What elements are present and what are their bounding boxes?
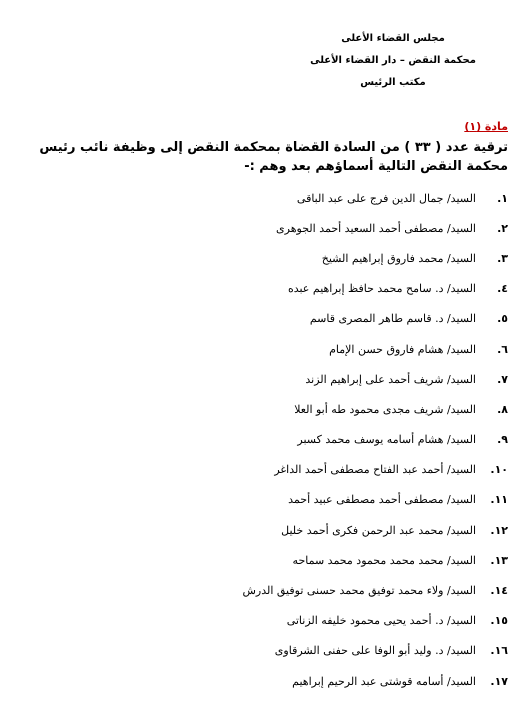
item-name: السيد/ د. وليد أبو الوفا على حفنى الشرقاوى <box>274 644 476 658</box>
intro-paragraph: ترقية عدد ( ٣٣ ) من السادة القضاة بمحكمة النقض إلى وظيفة نائب رئيس محكمة النقض التالية أسماؤهم بعد وهم :- <box>39 140 508 174</box>
item-number: ٤. <box>497 282 508 296</box>
article-label: مادة (١) <box>464 120 508 133</box>
list-item <box>108 485 508 515</box>
item-number: ٢. <box>497 221 508 235</box>
list-item <box>108 394 508 424</box>
item-name: السيد/ جمال الدين فرج على عبد الباقى <box>296 191 476 205</box>
list-item <box>108 425 508 455</box>
list-item <box>108 575 508 605</box>
item-number: ١٠. <box>490 463 508 477</box>
item-number: ١. <box>497 191 508 205</box>
list-item <box>108 274 508 304</box>
item-number: ١٢. <box>490 523 508 537</box>
item-name: السيد/ هشام فاروق حسن الإمام <box>329 342 476 356</box>
letterhead-office: مكتب الرئيس <box>360 77 426 88</box>
list-item <box>108 364 508 394</box>
list-item <box>108 666 508 696</box>
item-name: السيد/ هشام أسامه يوسف محمد كسبر <box>297 433 476 447</box>
list-item <box>108 213 508 243</box>
letterhead-court: محكمة النقض – دار القضاء الأعلى <box>310 55 476 66</box>
item-name: السيد/ شريف مجدى محمود طه أبو العلا <box>294 402 476 416</box>
item-number: ٣. <box>497 251 508 265</box>
list-item <box>108 243 508 273</box>
item-name: السيد/ د. أحمد يحيى محمود خليفه الزناتى <box>286 614 476 628</box>
item-number: ١١. <box>490 493 508 507</box>
item-name: السيد/ أسامه قوشتى عبد الرحيم إبراهيم <box>292 674 476 688</box>
item-name: السيد/ مصطفى أحمد السعيد أحمد الجوهرى <box>276 221 476 235</box>
item-name: السيد/ أحمد عبد الفتاح مصطفى أحمد الداغر <box>274 463 476 477</box>
list-item <box>108 334 508 364</box>
list-item <box>108 183 508 213</box>
item-number: ١٦. <box>490 644 508 658</box>
list-item <box>108 606 508 636</box>
item-number: ٨. <box>497 402 508 416</box>
item-name: السيد/ مصطفى أحمد مصطفى عبيد أحمد <box>288 493 476 507</box>
list-item <box>108 636 508 666</box>
item-name: السيد/ د. سامح محمد حافظ إبراهيم عبده <box>287 282 476 296</box>
item-number: ٩. <box>497 433 508 447</box>
item-number: ٧. <box>497 372 508 386</box>
letterhead <box>278 28 508 94</box>
item-number: ١٧. <box>490 674 508 688</box>
item-number: ٦. <box>497 342 508 356</box>
item-name: السيد/ محمد محمد محمود محمد سماحه <box>292 553 476 567</box>
list-item <box>108 455 508 485</box>
names-list <box>108 183 508 696</box>
item-number: ١٣. <box>490 553 508 567</box>
list-item <box>108 545 508 575</box>
item-name: السيد/ محمد عبد الرحمن فكرى أحمد خليل <box>281 523 476 537</box>
list-item <box>108 515 508 545</box>
list-item <box>108 304 508 334</box>
item-number: ١٥. <box>490 614 508 628</box>
item-number: ١٤. <box>490 584 508 598</box>
item-name: السيد/ د. قاسم طاهر المصرى قاسم <box>309 312 476 326</box>
letterhead-council: مجلس القضاء الأعلى <box>341 33 445 44</box>
item-number: ٥. <box>497 312 508 326</box>
item-name: السيد/ ولاء محمد توفيق محمد حسنى توفيق الدرش <box>242 584 476 598</box>
item-name: السيد/ محمد فاروق إبراهيم الشيخ <box>321 251 476 265</box>
item-name: السيد/ شريف أحمد على إبراهيم الزند <box>305 372 476 386</box>
